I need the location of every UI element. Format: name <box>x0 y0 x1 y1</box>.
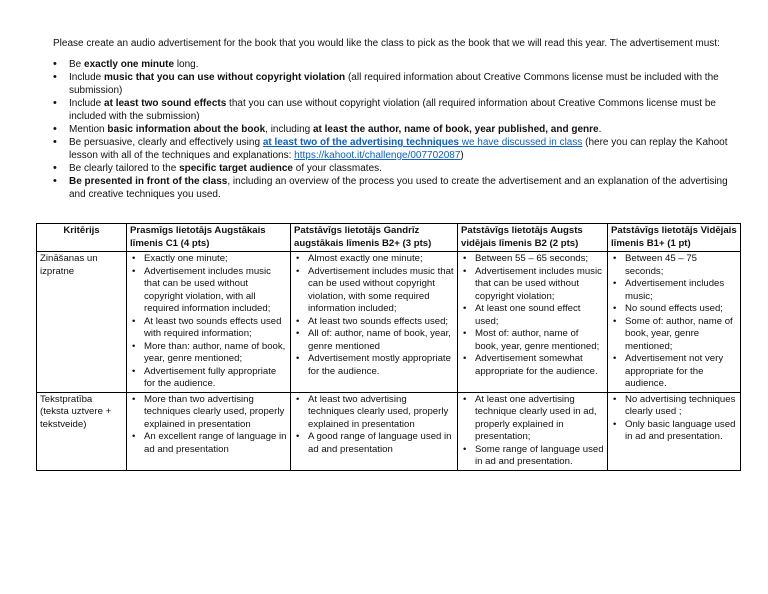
list-item: • At least two advertising techniques clearly used, properly explained in presentation <box>294 394 454 432</box>
table-cell <box>127 392 291 470</box>
list-item: • Between 45 – 75 seconds; <box>611 253 737 278</box>
list-item: • Advertisement includes music that can be used without copyright violation, with some required information included; <box>294 266 454 316</box>
list-item: • Advertisement not very appropriate for the audience. <box>611 353 737 391</box>
list-item: • Exactly one minute; <box>130 253 287 266</box>
criterion-cell: Tekstpratība (teksta uztvere + tekstveide) <box>37 392 127 470</box>
criterion-cell: Zināšanas un izpratne <box>37 252 127 393</box>
list-item: • Advertisement includes music that can be used without copyright violation; <box>461 266 604 304</box>
requirement-item: • Include at least two sound effects that you can use without copyright violation (all required information about Creative Commons license must be included with the submission) <box>53 97 743 123</box>
requirement-item: • Be persuasive, clearly and effectively using at least two of the advertising techniques we have discussed in class (here you can replay the Kahoot lesson with all of the techniques and explanations: https://kahoot.it/challenge/007702087) <box>53 136 743 162</box>
requirement-item: • Mention basic information about the book, including at least the author, name of book, year published, and genre. <box>53 123 743 136</box>
techniques-link[interactable]: at least two of the advertising techniques we have discussed in class <box>262 137 583 148</box>
list-item: • More than two advertising techniques clearly used, properly explained in presentation <box>130 394 287 432</box>
list-item: • Advertisement fully appropriate for the audience. <box>130 366 287 391</box>
kahoot-link[interactable]: https://kahoot.it/challenge/007702087 <box>294 150 461 161</box>
table-header-row <box>37 224 741 252</box>
list-item: • Advertisement somewhat appropriate for the audience. <box>461 353 604 378</box>
requirement-item: • Include music that you can use without copyright violation (all required information about Creative Commons license must be included with the submission) <box>53 71 743 97</box>
table-cell <box>291 392 458 470</box>
list-item: • All of: author, name of book, year, genre mentioned <box>294 328 454 353</box>
rubric-table <box>36 223 741 471</box>
list-item: • Advertisement includes music; <box>611 278 737 303</box>
column-header: Patstāvīgs lietotājs Vidējais līmenis B1+ (1 pt) <box>608 224 741 252</box>
list-item: • Some of: author, name of book, year, genre mentioned; <box>611 316 737 354</box>
requirement-item: • Be presented in front of the class, including an overview of the process you used to create the advertisement and an explanation of the advertising and creative techniques you used. <box>53 175 743 201</box>
table-row <box>37 392 741 470</box>
table-cell <box>458 392 608 470</box>
column-header: Patstāvīgs lietotājs Gandrīz augstākais līmenis B2+ (3 pts) <box>291 224 458 252</box>
table-row <box>37 252 741 393</box>
column-header: Patstāvīgs lietotājs Augsts vidējais līmenis B2 (2 pts) <box>458 224 608 252</box>
list-item: • At least one sound effect used; <box>461 303 604 328</box>
list-item: • No sound effects used; <box>611 303 737 316</box>
table-cell <box>458 252 608 393</box>
list-item: • No advertising techniques clearly used ; <box>611 394 737 419</box>
list-item: • Advertisement mostly appropriate for the audience. <box>294 353 454 378</box>
list-item: • A good range of language used in ad and presentation <box>294 431 454 456</box>
column-header: Prasmīgs lietotājs Augstākais līmenis C1 (4 pts) <box>127 224 291 252</box>
table-cell <box>608 252 741 393</box>
table-cell <box>608 392 741 470</box>
table-cell <box>291 252 458 393</box>
requirements-list <box>53 58 743 201</box>
list-item: • Between 55 – 65 seconds; <box>461 253 604 266</box>
list-item: • At least two sounds effects used with required information; <box>130 316 287 341</box>
intro-paragraph: Please create an audio advertisement for the book that you would like the class to pick as the book that we will read this year. The advertisement must: <box>53 38 720 49</box>
requirement-item: • Be clearly tailored to the specific target audience of your classmates. <box>53 162 743 175</box>
list-item: • Almost exactly one minute; <box>294 253 454 266</box>
list-item: • Some range of language used in ad and presentation. <box>461 444 604 469</box>
column-header: Kritērijs <box>37 224 127 252</box>
list-item: • Advertisement includes music that can be used without copyright violation, with all required information included; <box>130 266 287 316</box>
table-cell <box>127 252 291 393</box>
list-item: • More than: author, name of book, year, genre mentioned; <box>130 341 287 366</box>
list-item: • An excellent range of language in ad and presentation <box>130 431 287 456</box>
list-item: • At least two sounds effects used; <box>294 316 454 329</box>
requirement-item: • Be exactly one minute long. <box>53 58 743 71</box>
list-item: • At least one advertising technique clearly used in ad, properly explained in presentation; <box>461 394 604 444</box>
list-item: • Only basic language used in ad and presentation. <box>611 419 737 444</box>
list-item: • Most of: author, name of book, year, genre mentioned; <box>461 328 604 353</box>
